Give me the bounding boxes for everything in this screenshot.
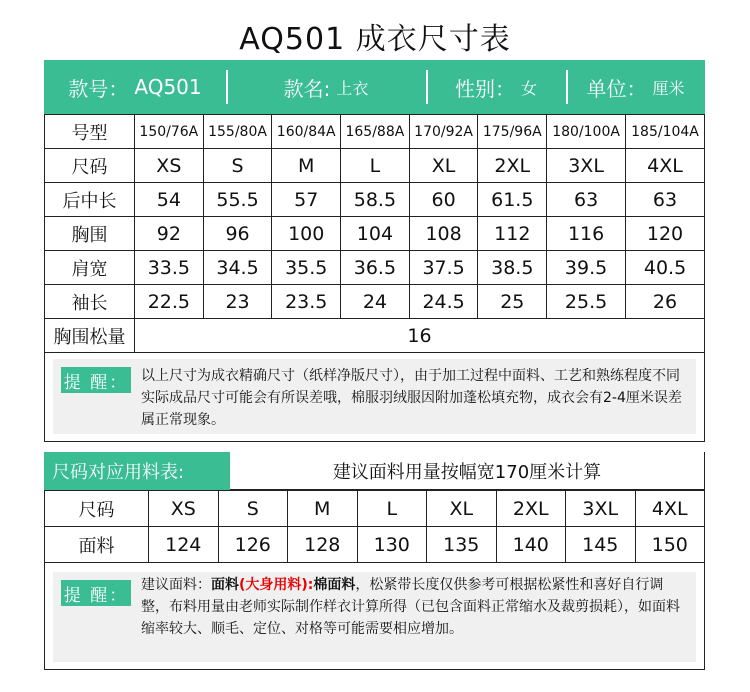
gender-value: 女 — [520, 78, 537, 98]
table-cell: 116 — [547, 217, 626, 251]
table-cell: 100 — [272, 217, 341, 251]
row-label: 袖长 — [45, 285, 135, 319]
size-chart-table — [44, 114, 705, 353]
size-tip-box — [44, 351, 705, 442]
table-cell: 96 — [203, 217, 272, 251]
size-tip-panel — [53, 359, 696, 434]
fabric-tip-text — [141, 574, 691, 640]
row-label: 肩宽 — [45, 251, 135, 285]
table-cell: M — [272, 149, 341, 183]
fabric-main-note: (大身用料) — [239, 577, 308, 593]
table-cell: 2XL — [478, 149, 547, 183]
table-cell: S — [218, 491, 288, 527]
table-row — [45, 149, 705, 183]
table-cell: 4XL — [626, 149, 705, 183]
table-cell: XS — [135, 149, 204, 183]
table-cell: 130 — [357, 527, 427, 563]
model-cell: 160/84A — [272, 115, 341, 149]
table-cell: 104 — [341, 217, 410, 251]
model-cell: 150/76A — [135, 115, 204, 149]
table-cell: 39.5 — [547, 251, 626, 285]
table-cell: 4XL — [635, 491, 705, 527]
table-cell: 40.5 — [626, 251, 705, 285]
model-cell: 165/88A — [341, 115, 410, 149]
unit-value: 厘米 — [652, 78, 685, 98]
table-cell: S — [203, 149, 272, 183]
row-label: 尺码 — [45, 491, 149, 527]
fabric-usage-label: 尺码对应用料表: — [44, 452, 230, 490]
fabric-usage-bar — [44, 452, 705, 490]
fabric-tip-panel — [53, 572, 696, 662]
table-cell: 23 — [203, 285, 272, 319]
fabric-tip-prefix: 建议面料： — [141, 577, 211, 593]
table-cell: 112 — [478, 217, 547, 251]
unit-label: 单位： — [586, 76, 647, 101]
gender-label: 性别： — [454, 76, 515, 101]
model-cell: 185/104A — [626, 115, 705, 149]
table-cell: M — [288, 491, 358, 527]
table-cell: 33.5 — [135, 251, 204, 285]
model-cell: 155/80A — [203, 115, 272, 149]
table-cell: L — [357, 491, 427, 527]
table-row — [45, 285, 705, 319]
unit — [566, 60, 705, 114]
table-cell: 24 — [341, 285, 410, 319]
table-cell: 60 — [409, 183, 478, 217]
table-cell: 2XL — [496, 491, 566, 527]
table-cell: 3XL — [566, 491, 636, 527]
table-cell: 22.5 — [135, 285, 204, 319]
table-cell: 25.5 — [547, 285, 626, 319]
ease-label: 胸围松量 — [45, 319, 135, 353]
table-cell: 124 — [149, 527, 219, 563]
table-cell: 145 — [566, 527, 636, 563]
fabric-tip-box — [44, 563, 705, 670]
table-cell: 57 — [272, 183, 341, 217]
table-cell: L — [341, 149, 410, 183]
fabric-tip-body: ，松紧带长度仅供参考可根据松紧性和喜好自行调整，布料用量由老师实际制作样衣计算所得（已包含面料正常缩水及裁剪损耗），如面料缩率较大、顺毛、定位、对格等可能需要相应增加。 — [141, 577, 680, 637]
table-cell: 34.5 — [203, 251, 272, 285]
table-cell: 24.5 — [409, 285, 478, 319]
ease-value: 16 — [135, 319, 705, 353]
table-row — [45, 527, 705, 563]
table-cell: 140 — [496, 527, 566, 563]
table-row — [45, 217, 705, 251]
table-cell: 61.5 — [478, 183, 547, 217]
fabric-colon: : — [307, 577, 314, 593]
table-cell: 63 — [626, 183, 705, 217]
size-tip-text: 以上尺寸为成衣精确尺寸（纸样净版尺寸），由于加工过程中面料、工艺和熟练程度不同实际成品尺寸可能会有所误差哦，棉服羽绒服因附加蓬松填充物，成衣会有2-4厘米误差属正常现象。 — [141, 368, 682, 428]
table-cell: 126 — [218, 527, 288, 563]
table-cell: 63 — [547, 183, 626, 217]
model-cell: 180/100A — [547, 115, 626, 149]
gender — [426, 60, 566, 114]
style-number — [44, 60, 226, 114]
table-cell: 25 — [478, 285, 547, 319]
table-cell: 38.5 — [478, 251, 547, 285]
table-cell: 150 — [635, 527, 705, 563]
ease-row — [45, 319, 705, 353]
table-cell: 37.5 — [409, 251, 478, 285]
row-label: 后中长 — [45, 183, 135, 217]
model-cell: 175/96A — [478, 115, 547, 149]
table-cell: 128 — [288, 527, 358, 563]
table-cell: 3XL — [547, 149, 626, 183]
fabric-tip-badge: 提 醒： — [61, 580, 131, 606]
table-cell: 26 — [626, 285, 705, 319]
table-cell: 36.5 — [341, 251, 410, 285]
row-label: 胸围 — [45, 217, 135, 251]
fabric-usage-table — [44, 490, 705, 563]
table-cell: 135 — [427, 527, 497, 563]
table-cell: 23.5 — [272, 285, 341, 319]
table-cell: 92 — [135, 217, 204, 251]
table-cell: XS — [149, 491, 219, 527]
model-row — [45, 115, 705, 149]
table-cell: 58.5 — [341, 183, 410, 217]
model-cell: 170/92A — [409, 115, 478, 149]
style-number-label: 款号： — [68, 76, 129, 101]
table-cell: 35.5 — [272, 251, 341, 285]
table-cell: 108 — [409, 217, 478, 251]
page-title: AQ501 成衣尺寸表 — [239, 22, 511, 57]
row-label: 尺码 — [45, 149, 135, 183]
model-label: 号型 — [45, 115, 135, 149]
table-cell: 120 — [626, 217, 705, 251]
fabric-width-note: 建议面料用量按幅宽170厘米计算 — [230, 452, 705, 490]
table-row — [45, 183, 705, 217]
fabric-main-label: 面料 — [211, 577, 239, 593]
table-cell: 54 — [135, 183, 204, 217]
style-number-value: AQ501 — [134, 75, 202, 99]
table-row — [45, 491, 705, 527]
table-cell: XL — [409, 149, 478, 183]
product-info-bar — [44, 60, 705, 114]
style-name-value: 上衣 — [336, 78, 369, 98]
table-cell: XL — [427, 491, 497, 527]
style-name — [226, 60, 426, 114]
fabric-type: 棉面料 — [313, 577, 356, 593]
row-label: 面料 — [45, 527, 149, 563]
style-name-label: 款名: — [283, 76, 331, 101]
table-cell: 55.5 — [203, 183, 272, 217]
table-row — [45, 251, 705, 285]
size-tip-badge: 提 醒： — [61, 367, 131, 393]
